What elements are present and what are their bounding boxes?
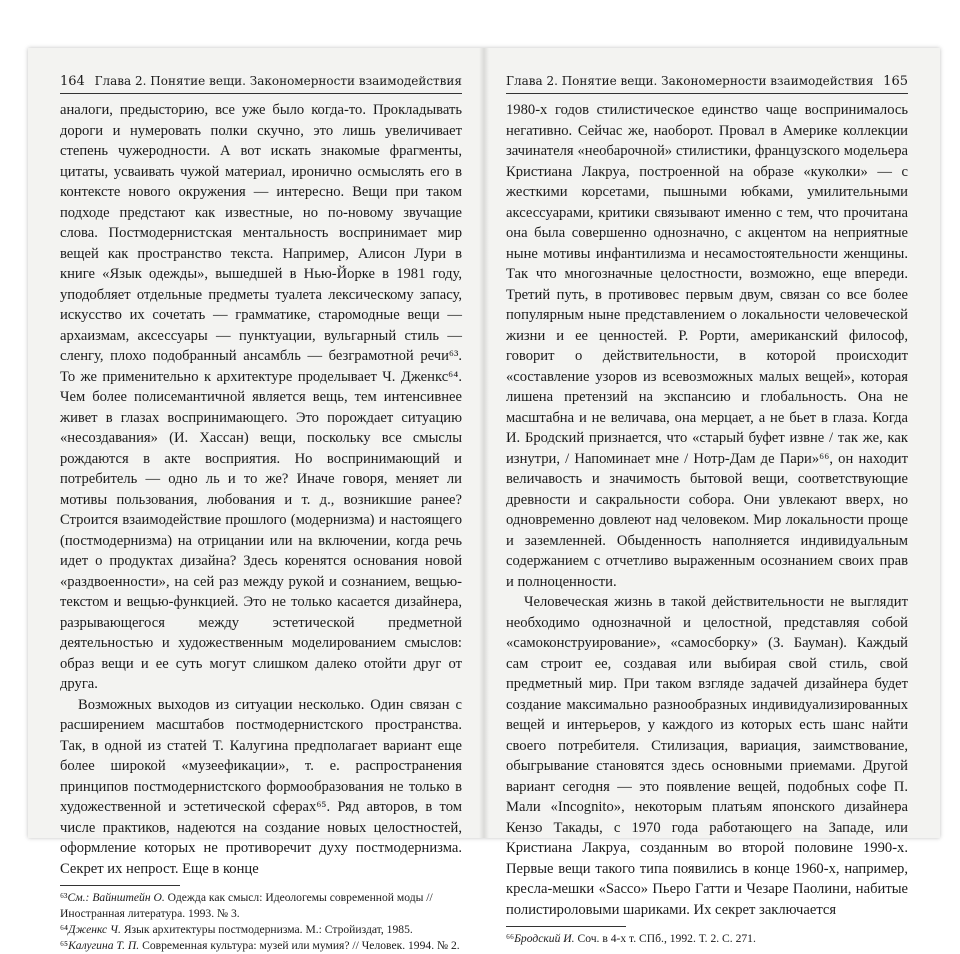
footnote-author: Калугина Т. П. bbox=[68, 939, 140, 952]
left-body-text bbox=[60, 100, 462, 879]
footnote-author: Бродский И. bbox=[514, 932, 575, 945]
page-number: 165 bbox=[883, 74, 908, 89]
footnote-text: Одежда как смысл: Идеологемы современной моды // Иностранная литература. 1993. № 3. bbox=[60, 891, 433, 920]
footnote-rule bbox=[60, 885, 180, 886]
left-page bbox=[60, 74, 462, 954]
right-body-text bbox=[506, 100, 908, 920]
chapter-title: Глава 2. Понятие вещи. Закономерности взаимодействия bbox=[506, 74, 874, 88]
footnote-rule bbox=[506, 926, 626, 927]
right-footnotes bbox=[506, 931, 908, 947]
book-spread bbox=[28, 48, 940, 952]
footnote-mark: ⁶³ bbox=[60, 891, 68, 904]
left-footnotes bbox=[60, 890, 462, 954]
footnote bbox=[506, 931, 908, 947]
footnote-author: См.: Вайнштейн О. bbox=[67, 891, 165, 904]
paragraph: Человеческая жизнь в такой действительности не выглядит необходимо однозначной и целостной, представляя собой «самоконструирование», «самосборку» (З. Бауман). Каждый сам строит ее, создавая или выбирая свой стиль, свой предметный мир. При таком взгляде задачей дизайнера будет создание максимально разнообразных индивидуализированных вещей и интерьеров, у каждого из которых есть шанс найти своего потребителя. Стилизация, вариация, заимствование, обыгрывание становятся здесь основными приемами. Другой вариант сегодня — это появление вещей, подобных софе П. Мали «Incognito», некоторым платьям японского дизайнера Кензо Такады, с 1970 года работающего на Западе, или Кристиана Лакруа, созданным во второй половине 1990-х. Первые вещи такого типа появились в конце 1960-х, например, кресла-мешки «Sacco» Пьеро Гатти и Чезаре Паолини, набитые полистироловыми шариками. Их секрет заключается bbox=[506, 594, 908, 918]
footnote bbox=[60, 922, 462, 938]
chapter-title: Глава 2. Понятие вещи. Закономерности взаимодействия bbox=[94, 74, 462, 88]
paragraph: аналоги, предысторию, все уже было когда-то. Прокладывать дороги и нумеровать полки скучно, это лишь увеличивает степень чужеродности. А вот искать знакомые фрагменты, цитаты, усваивать чужой материал, иронично осмыслять его в контексте нового окружения — интересно. Вещи при таком подходе предстают как известные, но по-новому звучащие слова. Постмодернистская ментальность воспринимает мир вещей как пространство текста. Например, Алисон Лури в книге «Язык одежды», вышедшей в Нью-Йорке в 1981 году, уподобляет отдельные предметы туалета лексическому запасу, искусство их сочетать — грамматике, старомодные вещи — архаизмам, аксессуары — пунктуации, вульгарный стиль — сленгу, плохо подобранный ансамбль — безграмотной речи⁶³. То же применительно к архитектуре проделывает Ч. Дженкс⁶⁴. Чем более полисемантичной является вещь, тем интенсивнее живет в глазах воспринимающего. Это порождает ситуацию «несоздавания» (И. Хассан) вещи, поскольку все смыслы рождаются в акте восприятия. Но воспринимающий и потребитель — одно ль и то же? Иначе говоря, меняет ли мотивы пользования, любования и т. д., возникшие ранее? Строится взаимодействие прошлого (модернизма) и настоящего (постмодернизма) на отрицании или на включении, когда речь идет о продуктах дизайна? Здесь коренятся основания новой «раздвоенности», на сей раз между рукой и сознанием, вещью-текстом и вещью-функцией. Это не только касается дизайнера, разрывающегося между эстетической предметной деятельностью и художественным моделированием смыслов: образ вещи и ее суть могут слишком далеко отойти друг от друга. bbox=[60, 102, 462, 692]
footnote-author: Дженкс Ч. bbox=[68, 923, 121, 936]
paragraph: 1980-х годов стилистическое единство чаще воспринималось негативно. Сейчас же, наоборот. Провал в Америке коллекции зачинателя «необарочной» стилистики, французского модельера Кристиана Лакруа, построенной на образе «куколки» — с жесткими корсетами, пышными юбками, умилительными аксессуарами, критики связывают именно с тем, что прочитана она была совершенно однозначно, с акцентом на неприятные ныне мотивы инфантилизма и несамостоятельности женщины. Так что многозначные целостности, возможно, еще впереди. Третий путь, в противовес первым двум, связан со все более популярным ныне представлением о локальности человеческой жизни и ее ценностей. Р. Рорти, американский философ, говорит о действительности, в которой происходит «составление узоров из всевозможных малых вещей», которая лишена претензий на экспансию и глобальность. Она не масштабна и не величава, она мерцает, а не бьет в глаза. Когда И. Бродский признается, что «старый буфет извне / так же, как изнутри, / Напоминает мне / Нотр-Дам де Пари»⁶⁶, он находит величавость и значимость бытовой вещи, соответствующие древности и сакральности собора. Они увлекают вверх, но одновременно довлеют над человеком. Мир локальности проще и заземленней. Обыденность наполняется индивидуальным содержанием с отчетливо выраженным осознанием своих прав и полноценности. bbox=[506, 102, 908, 590]
paragraph: Возможных выходов из ситуации несколько. Один связан с расширением масштабов постмодернистского пространства. Так, в одной из статей Т. Калугина предполагает вариант еще более широкой «музеефикации», т. е. распространения принципов постмодернистского формообразования не только в художественной и эстетической сферах⁶⁵. Ряд авторов, в том числе практиков, надеются на создание новых целостностей, оформление которых не противоречит духу постмодернизма. Секрет их непрост. Еще в конце bbox=[60, 696, 462, 877]
footnote-mark: ⁶⁶ bbox=[506, 932, 515, 945]
footnote-text: Современная культура: музей или мумия? // Человек. 1994. № 2. bbox=[139, 939, 460, 952]
footnote-text: Язык архитектуры постмодернизма. М.: Стройиздат, 1985. bbox=[120, 923, 413, 936]
footnote-mark: ⁶⁴ bbox=[60, 923, 69, 936]
page-number: 164 bbox=[60, 74, 85, 89]
right-page bbox=[506, 74, 908, 947]
footnote bbox=[60, 890, 462, 922]
footnote-mark: ⁶⁵ bbox=[60, 939, 69, 952]
book-gutter bbox=[479, 48, 489, 838]
right-running-head bbox=[506, 74, 908, 94]
left-running-head bbox=[60, 74, 462, 94]
footnote bbox=[60, 938, 462, 954]
footnote-text: Соч. в 4-х т. СПб., 1992. Т. 2. С. 271. bbox=[574, 932, 756, 945]
